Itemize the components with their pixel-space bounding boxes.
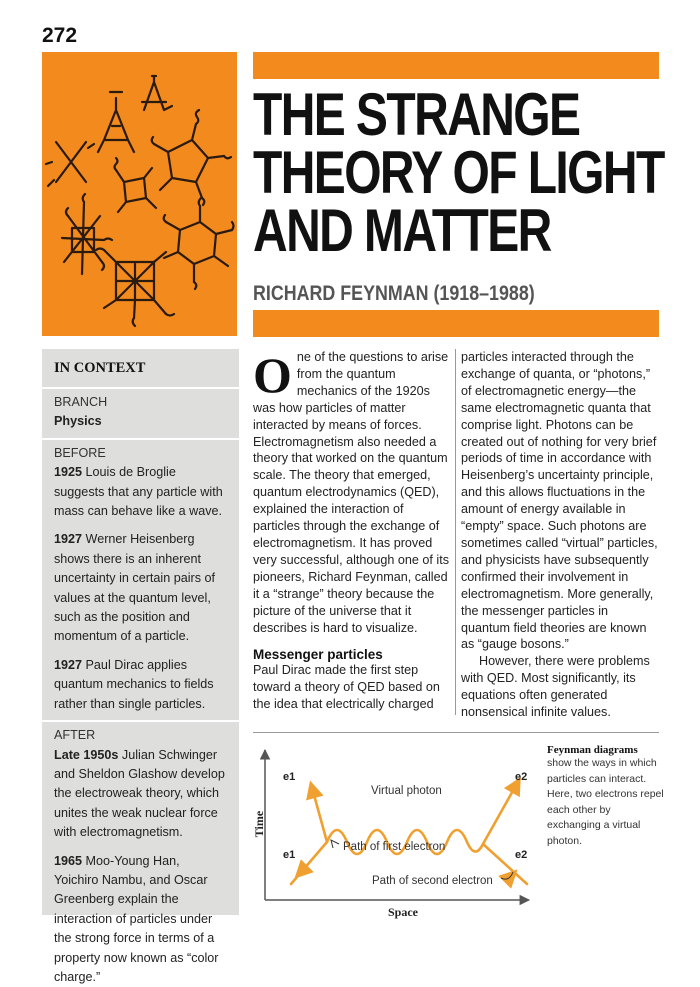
second-electron-pointer [501,872,513,879]
drop-cap: O [253,347,292,403]
electron-1-incoming [291,842,327,884]
body-paragraph: particles interacted through the exchange of quanta, or “photons,” of electromagnetic energy—the same electromagnetic quanta that comprise light. Photons can be created out of nothing for very brief periods of time in accordance with Heisenberg’s uncertainty principle, and this allows fluctuations in the amount of energy available in “empty” space. Such photons are sometimes called “virtual” particles, and physicists have subsequently confirmed their involvement in electromagnetism. More generally, the messenger particles in quantum field theories are known as “gauge bosons.” [461,350,658,652]
label-e2-bottom: e2 [515,849,528,861]
feynman-sketches-illustration [42,52,237,336]
electron-2-outgoing [483,780,519,844]
body-paragraph: Paul Dirac made the first step toward a theory of QED based on the idea that electrically charged [253,663,440,712]
body-paragraph: However, there were problems with QED. Most significantly, its equations often generated nonsensical infinite values. [461,654,650,720]
virtual-photon-label: Virtual photon [371,785,442,797]
accent-bar-bottom [253,310,659,337]
section-heading: Messenger particles [253,647,383,663]
before-label: BEFORE [54,445,106,460]
page-title [253,81,664,264]
y-axis-label: Time [252,810,266,838]
caption-title: Feynman diagrams [547,744,638,756]
intro-paragraph: One of the questions to arise from the quantum mechanics of the 1920s was how particles of matter interacted by means of forces. Electromagnetism also needed a theory that worked on the quantum scale. The theory that emerged, quantum electrodynamics (QED), explained the interaction of particles through the exchange of electromagnetism. It has proved very successful, although one of its pioneers, Richard Feynman, called it a “strange” theory because the picture of the universe that it describes is hard to visualize. [253,347,450,635]
first-electron-label: Path of first electron [343,841,446,853]
second-electron-label: Path of second electron [372,875,493,887]
horizontal-rule [253,732,659,733]
x-axis-label: Space [388,905,418,919]
caption-text: show the ways in which particles can interact. Here, two electrons repel each other by exchanging a virtual photon. [547,757,664,847]
electron-1-outgoing [311,784,327,842]
title-line-2: THEORY OF LIGHT [253,139,664,206]
title-line-1: THE STRANGE [253,81,580,148]
body-column-2 [461,349,659,721]
label-e2-top: e2 [515,771,528,783]
after-entry: Late 1950s Julian Schwinger and Sheldon Glashow develop the electroweak theory, which unites the weak nuclear force with electromagnetism. [54,747,225,840]
feynman-diagram [245,736,535,926]
in-context-sidebar [42,349,239,984]
after-entry: 1965 Moo-Young Han, Yoichiro Nambu, and Oscar Greenberg explain the interaction of particles under the strong force in terms of a property now known as “color charge.” [54,853,219,984]
subtitle: RICHARD FEYNMAN (1918–1988) [253,282,535,305]
before-entry: 1925 Louis de Broglie suggests that any particle with mass can behave like a wave. [54,465,223,519]
context-heading: IN CONTEXT [54,360,146,376]
branch-value: Physics [54,414,102,429]
first-electron-pointer [331,840,339,848]
branch-label: BRANCH [54,395,108,409]
body-column-1 [253,349,449,713]
before-entry: 1927 Paul Dirac applies quantum mechanics to fields rather than single particles. [54,657,214,711]
before-entry: 1927 Werner Heisenberg shows there is an inherent uncertainty in certain pairs of values at the quantum level, such as the position and momentum of a particle. [54,532,216,644]
diagram-caption [547,744,667,849]
title-line-3: AND MATTER [253,197,551,264]
page-number: 272 [42,24,78,47]
accent-bar-top [253,52,659,79]
label-e1-bottom: e1 [283,849,296,861]
divider [42,438,239,440]
column-divider [455,349,456,715]
divider [42,387,239,389]
label-e1-top: e1 [283,771,296,783]
after-label: AFTER [54,728,96,743]
divider [42,720,239,722]
